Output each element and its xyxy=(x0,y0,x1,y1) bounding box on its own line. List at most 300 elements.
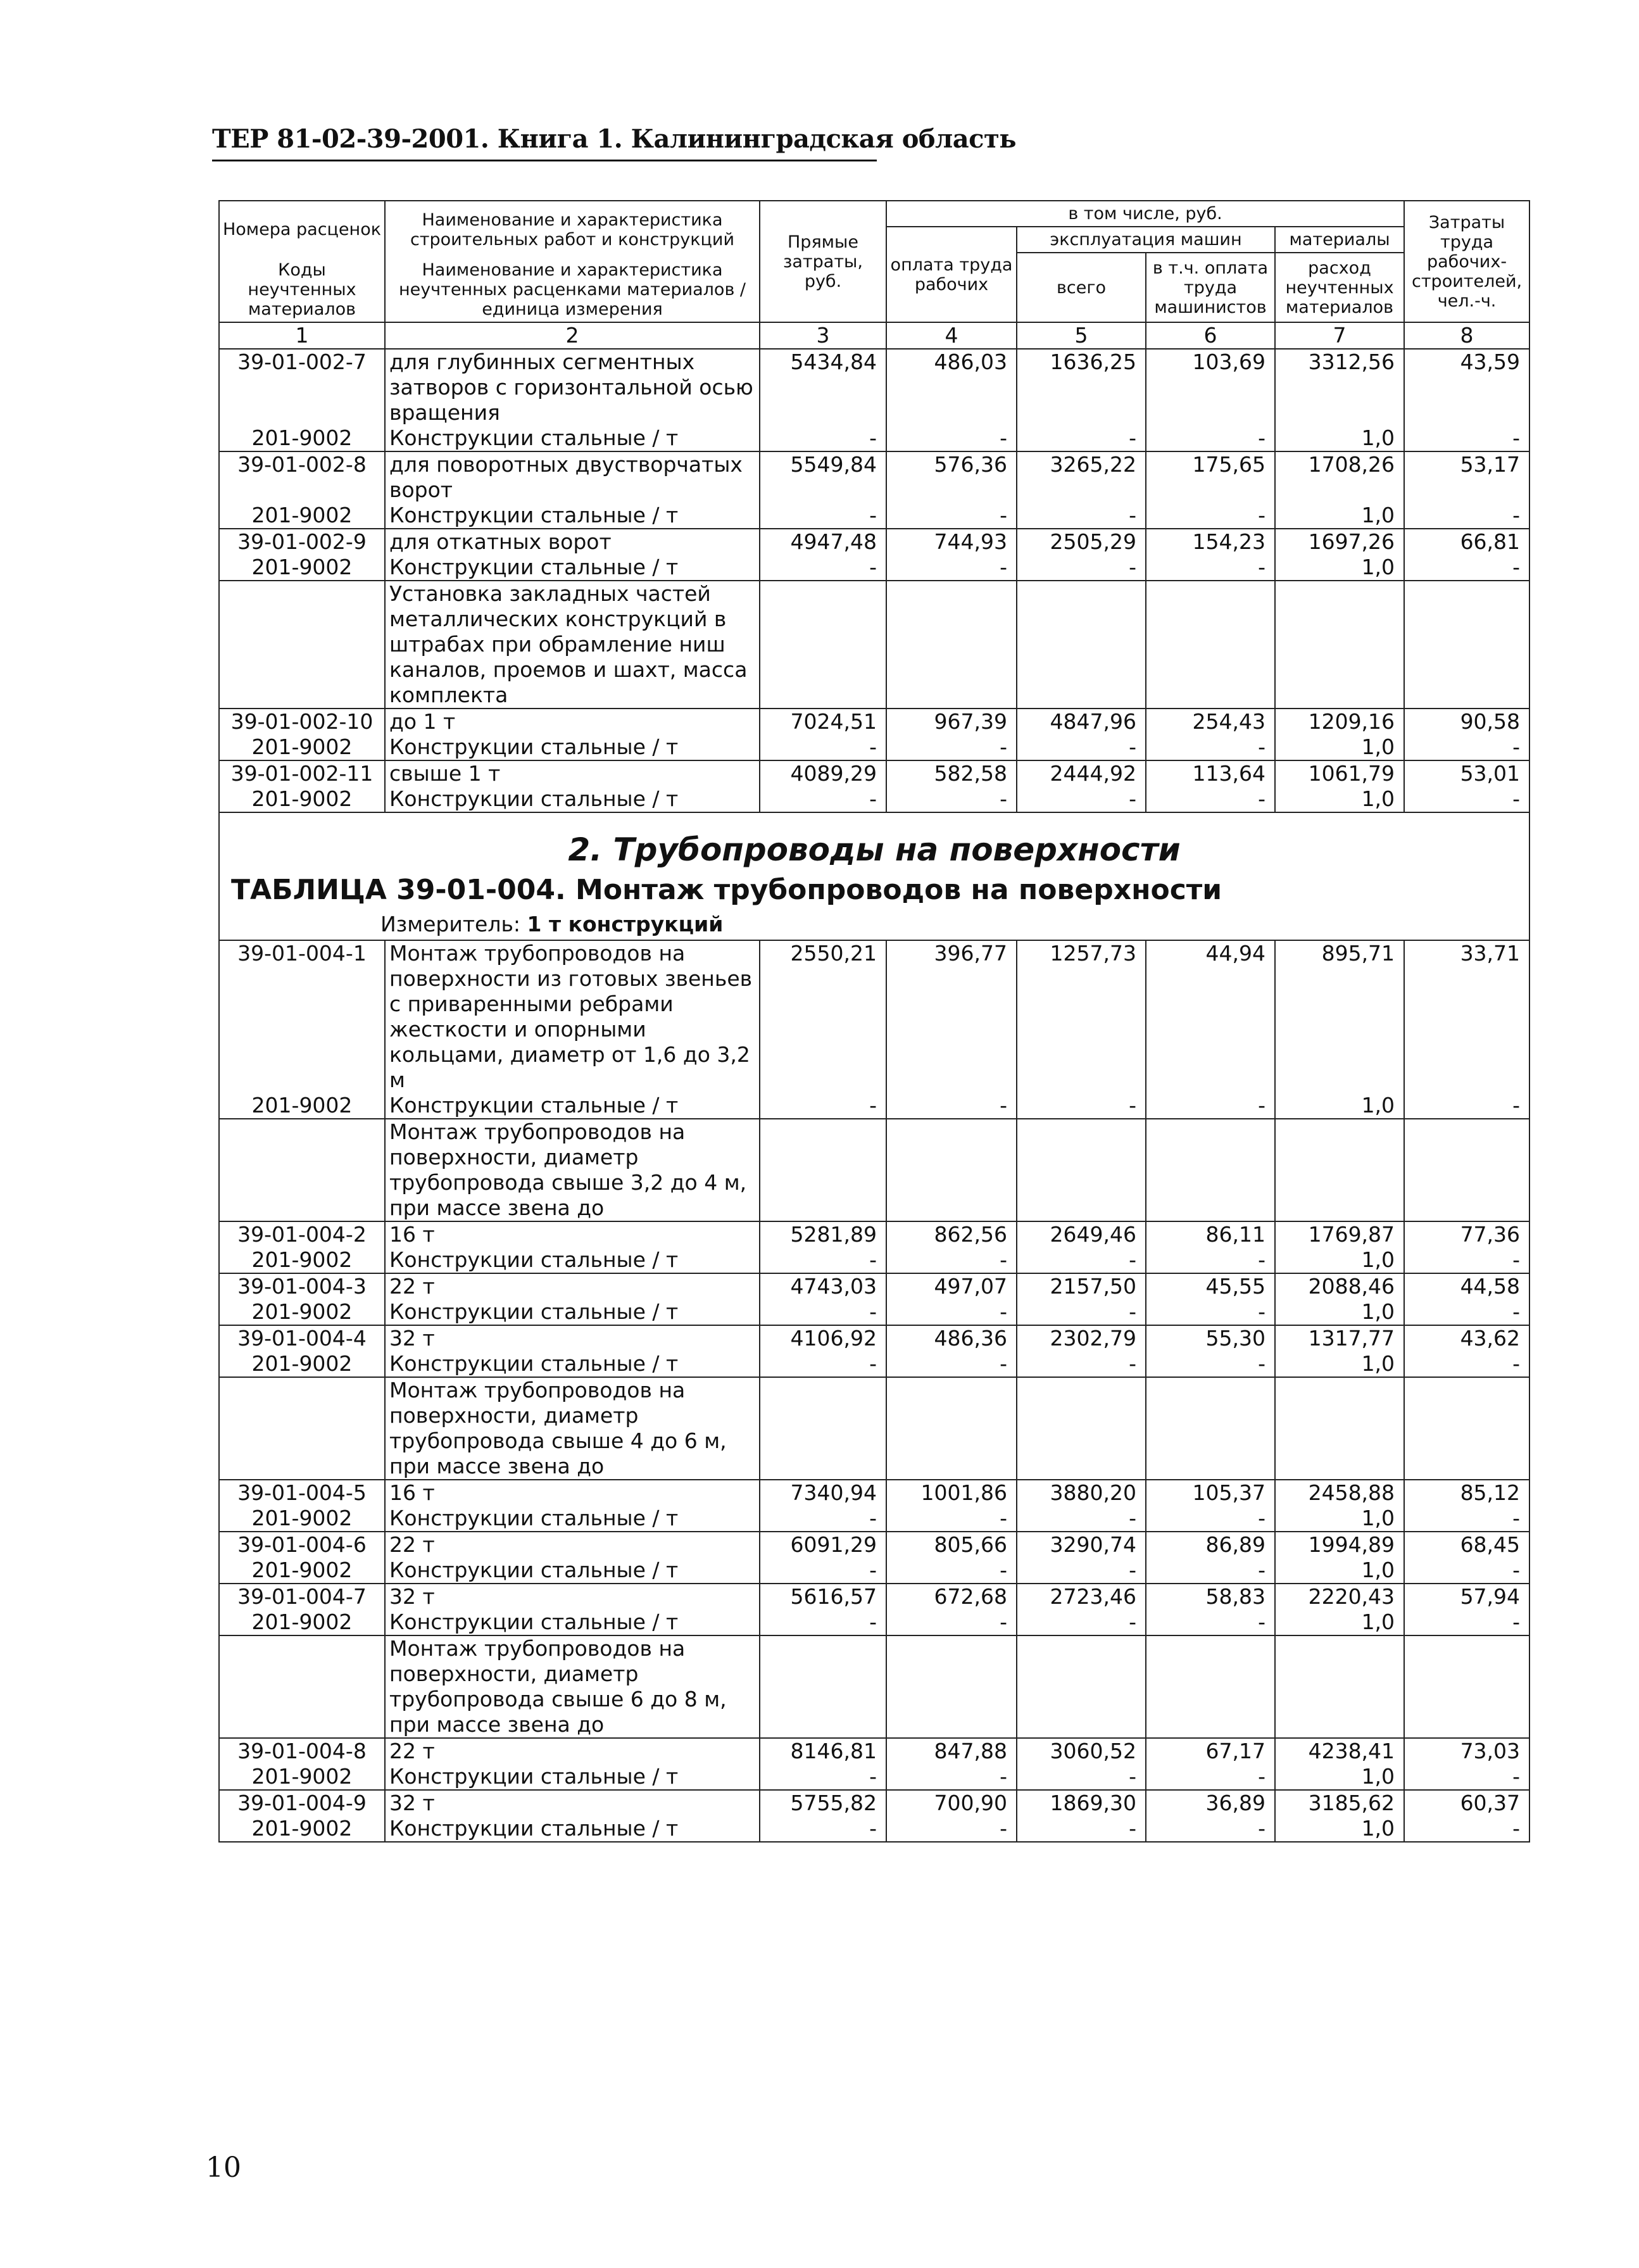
row-value xyxy=(1146,581,1275,709)
header-worker-pay: оплата труда рабочих xyxy=(886,227,1017,322)
row-value: 4238,41 xyxy=(1275,1738,1404,1764)
row-value xyxy=(1017,1377,1146,1480)
row-code: 201-9002 xyxy=(219,503,385,529)
row-value xyxy=(1017,581,1146,709)
row-value: 1,0 xyxy=(1275,1093,1404,1119)
row-value: 33,71 xyxy=(1404,940,1529,1093)
row-name: Конструкции стальные / т xyxy=(385,1247,760,1273)
row-value: 895,71 xyxy=(1275,940,1404,1093)
row-value: - xyxy=(886,1816,1017,1842)
row-value: 254,43 xyxy=(1146,709,1275,734)
rate-row xyxy=(219,1790,1529,1816)
row-value: - xyxy=(1146,1093,1275,1119)
column-index: 3 xyxy=(760,322,886,349)
row-name: 16 т xyxy=(385,1480,760,1506)
material-row xyxy=(219,1247,1529,1273)
row-value: - xyxy=(1404,1506,1529,1532)
row-value: - xyxy=(886,1351,1017,1377)
row-name: Конструкции стальные / т xyxy=(385,425,760,451)
row-value: 805,66 xyxy=(886,1532,1017,1558)
row-value: - xyxy=(760,555,886,581)
header-rate-numbers: Номера расценок xyxy=(219,201,385,258)
rate-row xyxy=(219,1325,1529,1351)
material-row xyxy=(219,786,1529,812)
row-value: 1209,16 xyxy=(1275,709,1404,734)
row-name: 32 т xyxy=(385,1325,760,1351)
row-value xyxy=(1275,581,1404,709)
rate-row xyxy=(219,529,1529,555)
row-value: 77,36 xyxy=(1404,1221,1529,1247)
row-value xyxy=(1275,1377,1404,1480)
material-row xyxy=(219,1299,1529,1325)
row-value: 1869,30 xyxy=(1017,1790,1146,1816)
row-code xyxy=(219,1377,385,1480)
row-value: - xyxy=(1146,503,1275,529)
row-value: - xyxy=(886,1506,1017,1532)
row-value: - xyxy=(760,1764,886,1790)
row-value xyxy=(760,1377,886,1480)
column-index: 5 xyxy=(1017,322,1146,349)
row-value: - xyxy=(1404,734,1529,760)
row-value: 1061,79 xyxy=(1275,760,1404,786)
row-code: 39-01-002-7 xyxy=(219,349,385,425)
row-name: 16 т xyxy=(385,1221,760,1247)
row-value: 67,17 xyxy=(1146,1738,1275,1764)
row-value: 86,11 xyxy=(1146,1221,1275,1247)
row-value: - xyxy=(886,1610,1017,1635)
row-value: - xyxy=(760,1816,886,1842)
row-value: 175,65 xyxy=(1146,451,1275,503)
row-name: 32 т xyxy=(385,1790,760,1816)
row-name: Монтаж трубопроводов на поверхности, диаметр трубопровода свыше 6 до 8 м, при массе звена до xyxy=(385,1635,760,1738)
row-name: 32 т xyxy=(385,1584,760,1610)
rate-row xyxy=(219,1221,1529,1247)
row-name: до 1 т xyxy=(385,709,760,734)
row-value xyxy=(1146,1377,1275,1480)
row-code: 201-9002 xyxy=(219,1299,385,1325)
row-value: 3060,52 xyxy=(1017,1738,1146,1764)
row-value: 1708,26 xyxy=(1275,451,1404,503)
material-row xyxy=(219,425,1529,451)
row-value: 1317,77 xyxy=(1275,1325,1404,1351)
row-code: 201-9002 xyxy=(219,425,385,451)
row-value xyxy=(886,1119,1017,1221)
row-value: - xyxy=(1017,1351,1146,1377)
row-code: 39-01-004-9 xyxy=(219,1790,385,1816)
row-value: - xyxy=(1017,1506,1146,1532)
row-code: 201-9002 xyxy=(219,734,385,760)
row-value: - xyxy=(760,503,886,529)
row-value: 497,07 xyxy=(886,1273,1017,1299)
row-name: Конструкции стальные / т xyxy=(385,1093,760,1119)
row-code: 39-01-002-9 xyxy=(219,529,385,555)
row-code: 39-01-002-10 xyxy=(219,709,385,734)
row-value: 1,0 xyxy=(1275,503,1404,529)
row-value xyxy=(1404,1635,1529,1738)
row-code: 201-9002 xyxy=(219,1506,385,1532)
row-value: 2444,92 xyxy=(1017,760,1146,786)
page-header: ТЕР 81-02-39-2001. Книга 1. Калининградская область xyxy=(212,124,1016,154)
row-value: 6091,29 xyxy=(760,1532,886,1558)
header-machines: эксплуатация машин xyxy=(1017,227,1275,253)
row-value: 486,36 xyxy=(886,1325,1017,1351)
row-value: - xyxy=(886,786,1017,812)
row-value: 1257,73 xyxy=(1017,940,1146,1093)
row-value: - xyxy=(760,1506,886,1532)
row-value: - xyxy=(1404,1816,1529,1842)
row-value: - xyxy=(1146,1506,1275,1532)
row-value: - xyxy=(1404,503,1529,529)
material-row xyxy=(219,1558,1529,1584)
row-value: 2723,46 xyxy=(1017,1584,1146,1610)
table-body-part2 xyxy=(219,940,1529,1842)
row-name: для поворотных двустворчатых ворот xyxy=(385,451,760,503)
row-value: 60,37 xyxy=(1404,1790,1529,1816)
group-heading-row xyxy=(219,1119,1529,1221)
row-code: 201-9002 xyxy=(219,555,385,581)
row-code: 39-01-004-2 xyxy=(219,1221,385,1247)
row-value: 672,68 xyxy=(886,1584,1017,1610)
row-value: - xyxy=(760,1093,886,1119)
row-code: 39-01-004-1 xyxy=(219,940,385,1093)
row-value: 744,93 xyxy=(886,529,1017,555)
row-value: 113,64 xyxy=(1146,760,1275,786)
row-value xyxy=(1275,1119,1404,1221)
row-value: - xyxy=(886,1764,1017,1790)
rate-row xyxy=(219,1480,1529,1506)
header-material-use: расход неучтенных материалов xyxy=(1275,253,1404,322)
row-code: 39-01-002-11 xyxy=(219,760,385,786)
row-value: - xyxy=(886,425,1017,451)
row-value xyxy=(760,581,886,709)
row-value xyxy=(1146,1635,1275,1738)
row-value: 86,89 xyxy=(1146,1532,1275,1558)
row-value: - xyxy=(886,555,1017,581)
row-value: - xyxy=(1404,1093,1529,1119)
row-code: 39-01-004-8 xyxy=(219,1738,385,1764)
row-name: 22 т xyxy=(385,1273,760,1299)
row-value: 1,0 xyxy=(1275,786,1404,812)
rate-row xyxy=(219,940,1529,1093)
row-name: Конструкции стальные / т xyxy=(385,503,760,529)
row-name: Установка закладных частей металлических конструкций в штрабах при обрамление ниш каналов, проемов и шахт, масса комплекта xyxy=(385,581,760,709)
row-value xyxy=(760,1635,886,1738)
rate-row xyxy=(219,451,1529,503)
row-value: 53,17 xyxy=(1404,451,1529,503)
row-value: 1,0 xyxy=(1275,1558,1404,1584)
group-heading-row xyxy=(219,1377,1529,1480)
row-code: 201-9002 xyxy=(219,1764,385,1790)
row-name: для откатных ворот xyxy=(385,529,760,555)
row-value: - xyxy=(1017,555,1146,581)
row-value: 4743,03 xyxy=(760,1273,886,1299)
column-index: 1 xyxy=(219,322,385,349)
row-value: 66,81 xyxy=(1404,529,1529,555)
row-value: 57,94 xyxy=(1404,1584,1529,1610)
row-value: - xyxy=(1017,734,1146,760)
row-value: 1994,89 xyxy=(1275,1532,1404,1558)
row-value: - xyxy=(760,425,886,451)
table-header xyxy=(219,201,1529,349)
row-value: - xyxy=(1146,1816,1275,1842)
row-value: 2088,46 xyxy=(1275,1273,1404,1299)
row-name: для глубинных сегментных затворов с горизонтальной осью вращения xyxy=(385,349,760,425)
row-name: Конструкции стальные / т xyxy=(385,734,760,760)
row-value: - xyxy=(760,786,886,812)
row-value: - xyxy=(1017,503,1146,529)
rate-row xyxy=(219,709,1529,734)
row-value: 4947,48 xyxy=(760,529,886,555)
header-materials: материалы xyxy=(1275,227,1404,253)
row-value: - xyxy=(886,1093,1017,1119)
row-value xyxy=(760,1119,886,1221)
column-index-row xyxy=(219,322,1529,349)
row-code: 201-9002 xyxy=(219,786,385,812)
row-code: 201-9002 xyxy=(219,1816,385,1842)
row-value: - xyxy=(1146,1247,1275,1273)
row-name: Конструкции стальные / т xyxy=(385,1816,760,1842)
row-code: 39-01-004-5 xyxy=(219,1480,385,1506)
header-rule xyxy=(212,160,877,161)
row-value: 36,89 xyxy=(1146,1790,1275,1816)
row-value: - xyxy=(1017,1247,1146,1273)
row-code: 39-01-004-3 xyxy=(219,1273,385,1299)
header-work-name: Наименование и характеристика строительных работ и конструкций xyxy=(385,201,760,258)
row-value: 1,0 xyxy=(1275,1351,1404,1377)
group-heading-row xyxy=(219,581,1529,709)
row-value xyxy=(1146,1119,1275,1221)
row-value: - xyxy=(760,734,886,760)
row-value: - xyxy=(1017,1093,1146,1119)
row-value xyxy=(1404,581,1529,709)
row-value: 5434,84 xyxy=(760,349,886,425)
header-operator-pay: в т.ч. оплата труда машинистов xyxy=(1146,253,1275,322)
row-value: 3265,22 xyxy=(1017,451,1146,503)
column-index: 4 xyxy=(886,322,1017,349)
row-code: 39-01-004-7 xyxy=(219,1584,385,1610)
row-name: 22 т xyxy=(385,1532,760,1558)
row-value: 1,0 xyxy=(1275,1299,1404,1325)
row-code xyxy=(219,581,385,709)
row-value: 5549,84 xyxy=(760,451,886,503)
row-value xyxy=(1017,1635,1146,1738)
row-value: - xyxy=(1146,734,1275,760)
row-value: - xyxy=(1404,1764,1529,1790)
header-direct-costs: Прямые затраты, руб. xyxy=(760,201,886,322)
row-value: 2302,79 xyxy=(1017,1325,1146,1351)
row-value xyxy=(1275,1635,1404,1738)
row-value: 582,58 xyxy=(886,760,1017,786)
row-value: 44,94 xyxy=(1146,940,1275,1093)
row-value: - xyxy=(760,1610,886,1635)
row-value xyxy=(886,1635,1017,1738)
rate-row xyxy=(219,1584,1529,1610)
row-value: - xyxy=(1146,1558,1275,1584)
row-value: - xyxy=(886,1299,1017,1325)
row-name: Конструкции стальные / т xyxy=(385,786,760,812)
row-value: 105,37 xyxy=(1146,1480,1275,1506)
material-row xyxy=(219,1093,1529,1119)
row-value: - xyxy=(1404,555,1529,581)
table-title: ТАБЛИЦА 39-01-004. Монтаж трубопроводов на поверхности xyxy=(231,874,1222,906)
row-value: - xyxy=(760,1558,886,1584)
row-value: - xyxy=(760,1351,886,1377)
section-title: 2. Трубопроводы на поверхности xyxy=(568,831,1181,868)
group-heading-row xyxy=(219,1635,1529,1738)
row-value xyxy=(1404,1119,1529,1221)
row-value: - xyxy=(1017,1816,1146,1842)
row-value: 1769,87 xyxy=(1275,1221,1404,1247)
row-value: 73,03 xyxy=(1404,1738,1529,1764)
row-value: - xyxy=(1404,1299,1529,1325)
row-value: - xyxy=(760,1299,886,1325)
material-row xyxy=(219,503,1529,529)
rate-row xyxy=(219,1273,1529,1299)
row-value: - xyxy=(760,1247,886,1273)
row-value: 2220,43 xyxy=(1275,1584,1404,1610)
row-value: - xyxy=(1017,1764,1146,1790)
row-value: - xyxy=(1146,425,1275,451)
row-value: - xyxy=(1404,1610,1529,1635)
measure-value: 1 т конструкций xyxy=(527,912,724,936)
row-value: 1,0 xyxy=(1275,1764,1404,1790)
row-value: - xyxy=(1404,425,1529,451)
row-value: 103,69 xyxy=(1146,349,1275,425)
row-value: - xyxy=(1017,425,1146,451)
row-value: 4106,92 xyxy=(760,1325,886,1351)
material-row xyxy=(219,1610,1529,1635)
row-value: 43,62 xyxy=(1404,1325,1529,1351)
row-name: Конструкции стальные / т xyxy=(385,1764,760,1790)
row-name: Конструкции стальные / т xyxy=(385,1299,760,1325)
row-value: - xyxy=(1146,1299,1275,1325)
row-value: - xyxy=(1017,786,1146,812)
row-name: 22 т xyxy=(385,1738,760,1764)
row-code xyxy=(219,1635,385,1738)
row-value: - xyxy=(1017,1558,1146,1584)
row-value: - xyxy=(1404,1247,1529,1273)
row-value: 44,58 xyxy=(1404,1273,1529,1299)
row-value: 55,30 xyxy=(1146,1325,1275,1351)
row-value: - xyxy=(1146,555,1275,581)
material-row xyxy=(219,555,1529,581)
row-value: - xyxy=(1146,1351,1275,1377)
row-value: 5281,89 xyxy=(760,1221,886,1247)
row-value: 43,59 xyxy=(1404,349,1529,425)
row-code: 201-9002 xyxy=(219,1093,385,1119)
header-material-name: Наименование и характеристика неучтенных расценками материалов / единица измерения xyxy=(385,258,760,322)
row-value: 3880,20 xyxy=(1017,1480,1146,1506)
row-value xyxy=(886,1377,1017,1480)
row-value: 7024,51 xyxy=(760,709,886,734)
row-value: - xyxy=(1146,1610,1275,1635)
row-value: 967,39 xyxy=(886,709,1017,734)
row-value: - xyxy=(886,1247,1017,1273)
row-value: 396,77 xyxy=(886,940,1017,1093)
row-value: - xyxy=(886,1558,1017,1584)
rate-row xyxy=(219,349,1529,425)
row-value: 1,0 xyxy=(1275,425,1404,451)
row-value: 486,03 xyxy=(886,349,1017,425)
row-code: 201-9002 xyxy=(219,1610,385,1635)
row-value: 3185,62 xyxy=(1275,1790,1404,1816)
row-value: 2550,21 xyxy=(760,940,886,1093)
row-name: Конструкции стальные / т xyxy=(385,1558,760,1584)
row-value: 85,12 xyxy=(1404,1480,1529,1506)
row-value: - xyxy=(886,734,1017,760)
row-value: - xyxy=(886,503,1017,529)
row-value: 4089,29 xyxy=(760,760,886,786)
row-name: Монтаж трубопроводов на поверхности, диаметр трубопровода свыше 3,2 до 4 м, при массе звена до xyxy=(385,1119,760,1221)
row-code: 201-9002 xyxy=(219,1558,385,1584)
row-name: Конструкции стальные / т xyxy=(385,1610,760,1635)
row-value: 2458,88 xyxy=(1275,1480,1404,1506)
rates-table xyxy=(218,200,1530,1843)
row-code: 39-01-004-6 xyxy=(219,1532,385,1558)
row-value xyxy=(886,581,1017,709)
row-value: 2649,46 xyxy=(1017,1221,1146,1247)
row-value: 8146,81 xyxy=(760,1738,886,1764)
row-value: 1,0 xyxy=(1275,1506,1404,1532)
row-value: - xyxy=(1404,786,1529,812)
column-index: 2 xyxy=(385,322,760,349)
header-labor-costs: Затраты труда рабочих-строителей, чел.-ч. xyxy=(1404,201,1529,322)
row-value: 3290,74 xyxy=(1017,1532,1146,1558)
row-code: 201-9002 xyxy=(219,1351,385,1377)
measure-label: Измеритель: xyxy=(380,912,521,936)
row-value: 1001,86 xyxy=(886,1480,1017,1506)
row-name: Монтаж трубопроводов на поверхности из готовых звеньев с приваренными ребрами жесткости и опорными кольцами, диаметр от 1,6 до 3,2 м xyxy=(385,940,760,1093)
header-machines-total: всего xyxy=(1017,253,1146,322)
row-code: 39-01-002-8 xyxy=(219,451,385,503)
row-value: 1,0 xyxy=(1275,1816,1404,1842)
row-value: 2505,29 xyxy=(1017,529,1146,555)
row-value: 58,83 xyxy=(1146,1584,1275,1610)
row-value: 2157,50 xyxy=(1017,1273,1146,1299)
column-index: 8 xyxy=(1404,322,1529,349)
row-value: 847,88 xyxy=(886,1738,1017,1764)
row-value: 1,0 xyxy=(1275,1247,1404,1273)
row-value: 90,58 xyxy=(1404,709,1529,734)
row-value: 576,36 xyxy=(886,451,1017,503)
row-name: свыше 1 т xyxy=(385,760,760,786)
row-value: - xyxy=(1404,1558,1529,1584)
column-index: 7 xyxy=(1275,322,1404,349)
row-value: - xyxy=(1017,1610,1146,1635)
page-number: 10 xyxy=(206,2151,241,2184)
row-value: 154,23 xyxy=(1146,529,1275,555)
row-value: - xyxy=(1404,1351,1529,1377)
row-value: - xyxy=(1146,786,1275,812)
row-value: 7340,94 xyxy=(760,1480,886,1506)
row-code xyxy=(219,1119,385,1221)
row-value: - xyxy=(1146,1764,1275,1790)
material-row xyxy=(219,1816,1529,1842)
table-body-part1 xyxy=(219,349,1529,812)
row-value: 1,0 xyxy=(1275,1610,1404,1635)
material-row xyxy=(219,1351,1529,1377)
row-code: 201-9002 xyxy=(219,1247,385,1273)
row-value: - xyxy=(1017,1299,1146,1325)
row-value: 1,0 xyxy=(1275,734,1404,760)
row-value: 862,56 xyxy=(886,1221,1017,1247)
rate-row xyxy=(219,1738,1529,1764)
row-value: 53,01 xyxy=(1404,760,1529,786)
row-value xyxy=(1017,1119,1146,1221)
material-row xyxy=(219,1764,1529,1790)
section-block xyxy=(219,812,1529,940)
row-name: Конструкции стальные / т xyxy=(385,555,760,581)
